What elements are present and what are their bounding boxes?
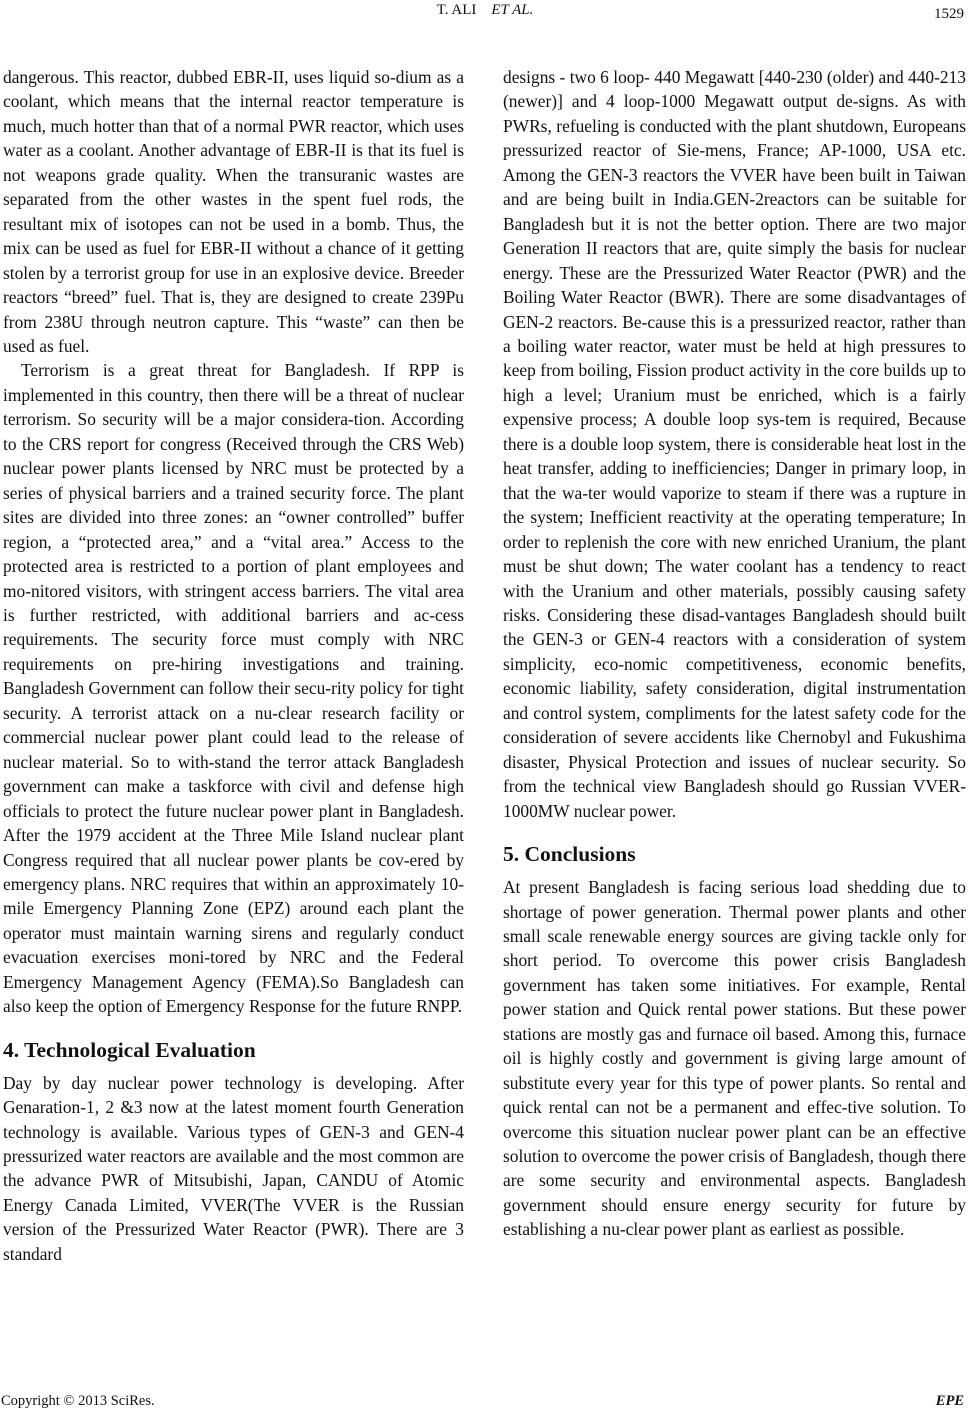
- copyright-notice: Copyright © 2013 SciRes.: [1, 1393, 155, 1409]
- paragraph-terrorism: Terrorism is a great threat for Bangladesh. If RPP is implemented in this country, then there will be a threat of nuclear terrorism. So security will be a major considera-tion. According to the CRS report for congress (Received through the CRS Web) nuclear power plants licensed by NRC must be protected by a series of physical barriers and a trained security force. The plant sites are divided into three zones: an “owner controlled” buffer region, a “protected area,” and a “vital area.” Access to the protected area is restricted to a portion of plant employees and mo-nitored visitors, with stringent access barriers. The vital area is further restricted, with additional barriers and ac-cess requirements. The security force must comply with NRC requirements on pre-hiring investigations and training. Bangladesh Government can follow their secu-rity policy for tight security. A terrorist attack on a nu-clear research facility or commercial nuclear power plant could lead to the release of nuclear material. So to with-stand the terror attack Bangladesh government can make a taskforce with civil and defense high officials to protect the future nuclear power plant in Bangladesh. After the 1979 accident at the Three Mile Island nuclear plant Congress required that all nuclear power plants be cov-ered by emergency plans. NRC requires that within an approximately 10-mile Emergency Planning Zone (EPZ) around each plant the operator must maintain warning sirens and regularly conduct evacuation exercises moni-tored by NRC and the Federal Emergency Management Agency (FEMA).So Bangladesh can also keep the option of Emergency Response for the future RNPP.: [3, 360, 464, 1017]
- page-number: 1529: [934, 6, 964, 22]
- section-4-heading: 4. Technological Evaluation: [3, 1037, 256, 1062]
- paragraph-technological-evaluation: Day by day nuclear power technology is developing. After Genaration-1, 2 &3 now at the latest moment fourth Generation technology is available. Various types of GEN-3 and GEN-4 pressurized water reactors are available and the most common are the advance PWR of Mitsubishi, Japan, CANDU of Atomic Energy Canada Limited, VVER(The VVER is the Russian version of the Pressurized Water Reactor (PWR). There are 3 standard: [3, 1072, 464, 1264]
- running-header: [0, 0, 970, 24]
- page-footer: [0, 1392, 970, 1412]
- journal-abbreviation: EPE: [935, 1393, 964, 1409]
- running-header-authors: [0, 0, 970, 20]
- section-5-heading: 5. Conclusions: [503, 842, 636, 867]
- et-al: ET AL.: [491, 2, 534, 18]
- paragraph-conclusions: At present Bangladesh is facing serious load shedding due to shortage of power generation. Thermal power plants and other small scale renewable energy sources are giving tackle only for short period. To overcome this power crisis Bangladesh government has taken some initiatives. For example, Rental power station and Quick rental power stations. But these power stations are mostly gas and furnace oil based. Among this, furnace oil is highly costly and government is giving large amount of substitute every year for this type of power plants. So rental and quick rental can not be a permanent and effec-tive solution. To overcome this situation nuclear power plant can be an effective solution to overcome the power crisis of Bangladesh, though there are some security and environmental aspects. Bangladesh government should ensure energy security for future by establishing a nu-clear power plant as earliest as possible.: [503, 877, 966, 1240]
- paragraph-reactor-designs: designs - two 6 loop- 440 Megawatt [440-230 (older) and 440-213 (newer)] and 4 loop-1000 Megawatt output de-signs. As with PWRs, refueling is conducted with the plant shutdown, Europeans pressurized reactor of Sie-mens, France; AP-1000, USA etc. Among the GEN-3 reactors the VVER have been built in Taiwan and are being built in India.GEN-2reactors can be suitable for Bangladesh but it is not the better option. There are two major Generation II reactors that are, quite simply the basis for nuclear energy. These are the Pressurized Water Reactor (PWR) and the Boiling Water Reactor (BWR). There are some disadvantages of GEN-2 reactors. Be-cause this is a pressurized reactor, rather than a boiling water reactor, water must be held at high pressures to keep from boiling, Fission product activity in the core builds up to high a level; Uranium must be enriched, which is a fairly expensive process; A double loop sys-tem is required, Because there is a double loop system, there is considerable heat lost in the heat transfer, adding to inefficiencies; Danger in primary loop, in that the wa-ter would vaporize to steam if there was a rupture in the system; Inefficient reactivity at the operating temperature; In order to replenish the core with new enriched Uranium, the plant must be shut down; The water coolant has a tendency to react with the Uranium and other materials, possibly causing safety risks. Considering these disad-vantages Bangladesh should built the GEN-3 or GEN-4 reactors with a consideration of system simplicity, eco-nomic competitiveness, economic benefits, economic liability, safety consideration, digital instrumentation and control system, compliments for the latest safety code for the consideration of severe accidents like Chernobyl and Fukushima disaster, Physical Protection and issues of nuclear security. So from the technical view Bangladesh should go Russian VVER-1000MW nuclear power.: [503, 67, 966, 821]
- left-column: [3, 65, 464, 1266]
- paragraph-ebr-ii: dangerous. This reactor, dubbed EBR-II, uses liquid so-dium as a coolant, which means that the internal reactor temperature is much, much hotter than that of a normal PWR reactor, which uses water as a coolant. Another advantage of EBR-II is that its fuel is not weapons grade quality. When the transuranic wastes are separated from the other wastes in the spent fuel rods, the resultant mix of isotopes can not be used in a bomb. Thus, the mix can be used as fuel for EBR-II without a chance of it getting stolen by a terrorist group for use in an explosive device. Breeder reactors “breed” fuel. That is, they are designed to create 239Pu from 238U through neutron capture. This “waste” can then be used as fuel.: [3, 67, 464, 356]
- author-name: T. ALI: [436, 2, 477, 18]
- right-column: [503, 65, 966, 1242]
